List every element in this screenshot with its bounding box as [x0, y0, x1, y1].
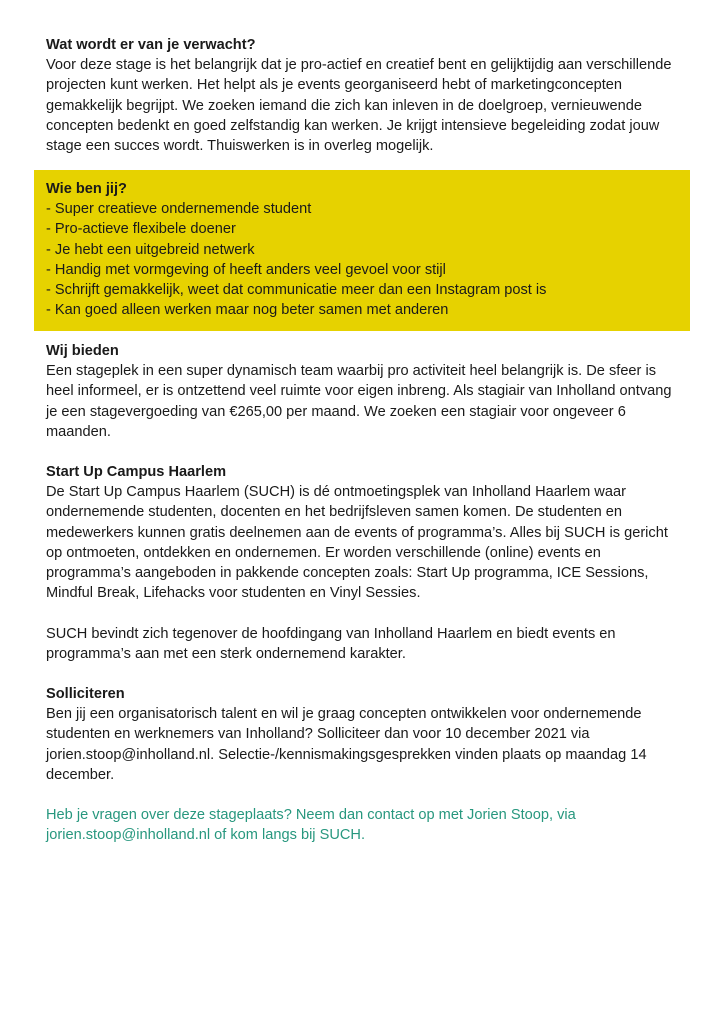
campus-heading: Start Up Campus Haarlem — [46, 464, 227, 480]
apply-body: Ben jij een organisatorisch talent en wil je graag concepten ontwikkelen voor ondernemende studenten en werknemers van Inholland? Solliciteer dan voor 10 december 2021 via jorien.stoop@inholland.nl. Selectie-/kennismakingsgesprekken vinden plaats op maandag 14 december. — [46, 706, 647, 783]
contact-text: Heb je vragen over deze stageplaats? Neem dan contact op met Jorien Stoop, via jorien.stoop@inholland.nl of kom langs bij SUCH. — [46, 807, 576, 844]
apply-heading: Solliciteren — [46, 686, 125, 702]
who-list — [46, 199, 686, 320]
section-apply — [46, 684, 686, 785]
campus-body-2: SUCH bevindt zich tegenover de hoofdingang van Inholland Haarlem en biedt events en programma’s aan met een sterk ondernemend karakter. — [46, 625, 616, 662]
expectations-heading: Wat wordt er van je verwacht? — [46, 37, 256, 53]
section-contact — [46, 805, 686, 845]
list-item: - Kan goed alleen werken maar nog beter samen met anderen — [46, 302, 449, 319]
expectations-body: Voor deze stage is het belangrijk dat je pro-actief en creatief bent en gelijktijdig aan verschillende projecten kunt werken. Het helpt als je events georganiseerd hebt of marketingconcepten gemakkelijk begrijpt. We zoeken iemand die zich kan inleven in de doelgroep, vernieuwende concepten bedenkt en goed zelfstandig kan werken. Je krijgt intensieve begeleiding zodat jouw stage een succes wordt. Thuiswerken is in overleg mogelijk. — [46, 57, 672, 155]
campus-body-1: De Start Up Campus Haarlem (SUCH) is dé ontmoetingsplek van Inholland Haarlem waar ondernemende studenten, docenten en het bedrijfsleven samen komen. De studenten en medewerkers kunnen gratis deelnemen aan de events of programma’s. Alles bij SUCH is gericht op ontmoeten, ontdekken en ondernemen. Er worden verschillende (online) events en programma’s aangeboden in pakkende concepten zoals: Start Up programma, ICE Sessions, Mindful Break, Lifehacks voor studenten en Vinyl Sessies. — [46, 484, 668, 602]
list-item: - Handig met vormgeving of heeft anders veel gevoel voor stijl — [46, 261, 446, 278]
list-item: - Pro-actieve flexibele doener — [46, 221, 236, 238]
list-item: - Je hebt een uitgebreid netwerk — [46, 241, 255, 258]
offer-heading: Wij bieden — [46, 343, 119, 359]
section-expectations — [46, 35, 686, 156]
list-item: - Super creatieve ondernemende student — [46, 201, 312, 218]
section-who — [46, 179, 686, 320]
list-item: - Schrijft gemakkelijk, weet dat communicatie meer dan een Instagram post is — [46, 282, 547, 299]
section-campus — [46, 462, 686, 664]
who-heading: Wie ben jij? — [46, 181, 127, 197]
offer-body: Een stageplek in een super dynamisch team waarbij pro activiteit heel belangrijk is. De sfeer is heel informeel, er is ontzettend veel ruimte voor eigen inbreng. Als stagiair van Inholland ontvang je een stagevergoeding van €265,00 per maand. We zoeken een stagiair voor ongeveer 6 maanden. — [46, 363, 672, 440]
section-offer — [46, 341, 686, 442]
